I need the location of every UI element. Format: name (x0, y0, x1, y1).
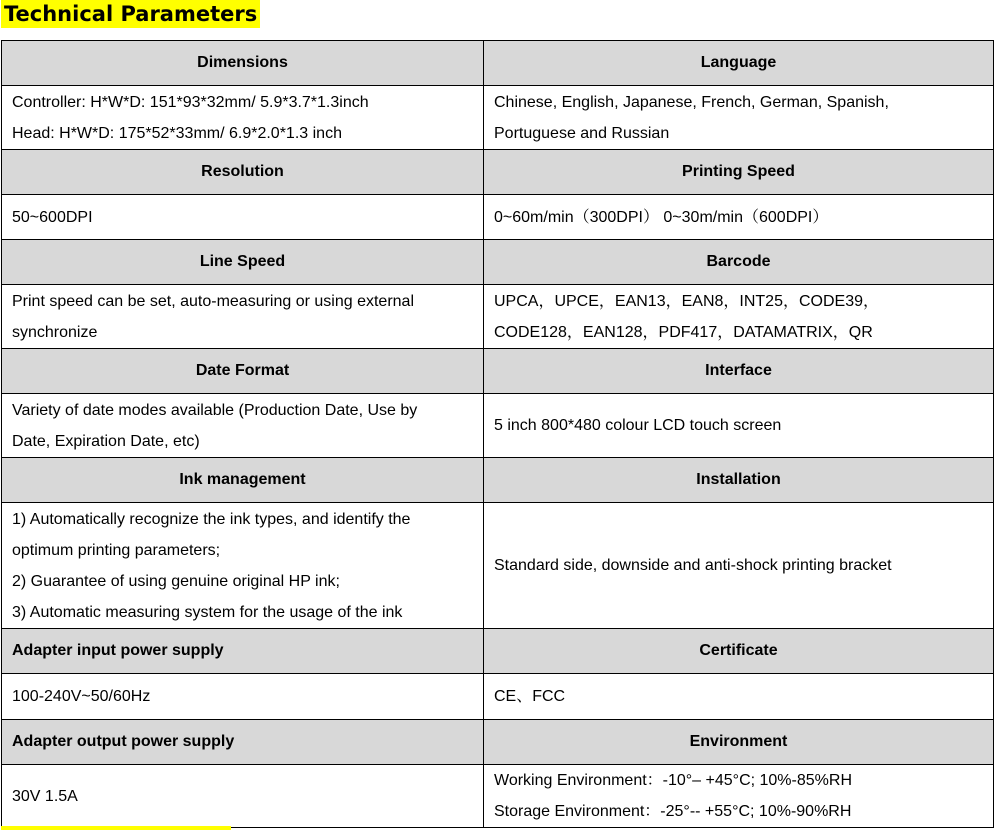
value-cell-printing-speed (484, 195, 994, 240)
page-title: Technical Parameters (1, 0, 260, 28)
value-cell-dimensions (2, 86, 484, 150)
value-line: Portuguese and Russian (494, 124, 670, 142)
value-line: 30V 1.5A (12, 787, 78, 805)
value-line: Working Environment：-10°– +45°C; 10%-85%RH (494, 772, 852, 789)
header-cell-ink-management: Ink management (2, 458, 484, 503)
header-cell-line-speed: Line Speed (2, 240, 484, 285)
value-line: CODE128，EAN128，PDF417，DATAMATRIX，QR (494, 323, 873, 341)
header-cell-installation: Installation (484, 458, 994, 503)
value-line: CE、FCC (494, 688, 566, 705)
value-cell-barcode (484, 285, 994, 349)
value-line: 1) Automatically recognize the ink types, and identify the (12, 510, 411, 528)
table-row (2, 765, 994, 828)
value-line: Storage Environment：-25°-- +55°C; 10%-90%RH (494, 803, 852, 820)
table-header-row (2, 629, 994, 674)
header-cell-language: Language (484, 41, 994, 86)
header-cell-date-format: Date Format (2, 349, 484, 394)
value-line: UPCA，UPCE，EAN13，EAN8，INT25，CODE39， (494, 292, 879, 310)
table-header-row (2, 240, 994, 285)
page-title-wrap (1, 0, 260, 30)
value-line: optimum printing parameters; (12, 541, 221, 559)
value-line: Standard side, downside and anti-shock printing bracket (494, 557, 892, 574)
value-line: 5 inch 800*480 colour LCD touch screen (494, 417, 782, 434)
value-cell-installation (484, 503, 994, 629)
value-cell-line-speed (2, 285, 484, 349)
value-line: Print speed can be set, auto-measuring or using external (12, 292, 415, 310)
value-cell-ink-management (2, 503, 484, 629)
value-line: Variety of date modes available (Production Date, Use by (12, 401, 418, 419)
value-cell-date-format (2, 394, 484, 458)
table-row (2, 86, 994, 150)
header-cell-adapter-input-power-supply: Adapter input power supply (2, 629, 484, 674)
table-header-row (2, 720, 994, 765)
header-cell-printing-speed: Printing Speed (484, 150, 994, 195)
value-line: 100-240V~50/60Hz (12, 688, 151, 705)
value-cell-adapter-input-power-supply (2, 674, 484, 720)
header-cell-dimensions: Dimensions (2, 41, 484, 86)
table-row (2, 285, 994, 349)
value-line: 0~60m/min（300DPI） 0~30m/min（600DPI） (494, 208, 829, 226)
value-line: synchronize (12, 323, 98, 341)
header-cell-barcode: Barcode (484, 240, 994, 285)
value-cell-adapter-output-power-supply (2, 765, 484, 828)
highlight-mark (1, 826, 231, 830)
value-line: Head: H*W*D: 175*52*33mm/ 6.9*2.0*1.3 inch (12, 124, 342, 142)
table-row (2, 503, 994, 629)
header-cell-resolution: Resolution (2, 150, 484, 195)
value-cell-certificate (484, 674, 994, 720)
technical-parameters-table (1, 40, 994, 828)
value-line: 2) Guarantee of using genuine original HP ink; (12, 572, 340, 590)
value-line: Chinese, English, Japanese, French, German, Spanish, (494, 93, 889, 111)
value-cell-interface (484, 394, 994, 458)
header-cell-interface: Interface (484, 349, 994, 394)
table-header-row (2, 349, 994, 394)
value-line: 50~600DPI (12, 208, 93, 226)
table-row (2, 394, 994, 458)
table-header-row (2, 150, 994, 195)
value-cell-environment (484, 765, 994, 828)
table-header-row (2, 458, 994, 503)
table-row (2, 195, 994, 240)
value-cell-resolution (2, 195, 484, 240)
value-line: Controller: H*W*D: 151*93*32mm/ 5.9*3.7*1.3inch (12, 93, 369, 111)
table-header-row (2, 41, 994, 86)
table-row (2, 674, 994, 720)
header-cell-environment: Environment (484, 720, 994, 765)
value-line: 3) Automatic measuring system for the usage of the ink (12, 603, 403, 621)
value-cell-language (484, 86, 994, 150)
header-cell-certificate: Certificate (484, 629, 994, 674)
header-cell-adapter-output-power-supply: Adapter output power supply (2, 720, 484, 765)
value-line: Date, Expiration Date, etc) (12, 432, 200, 450)
